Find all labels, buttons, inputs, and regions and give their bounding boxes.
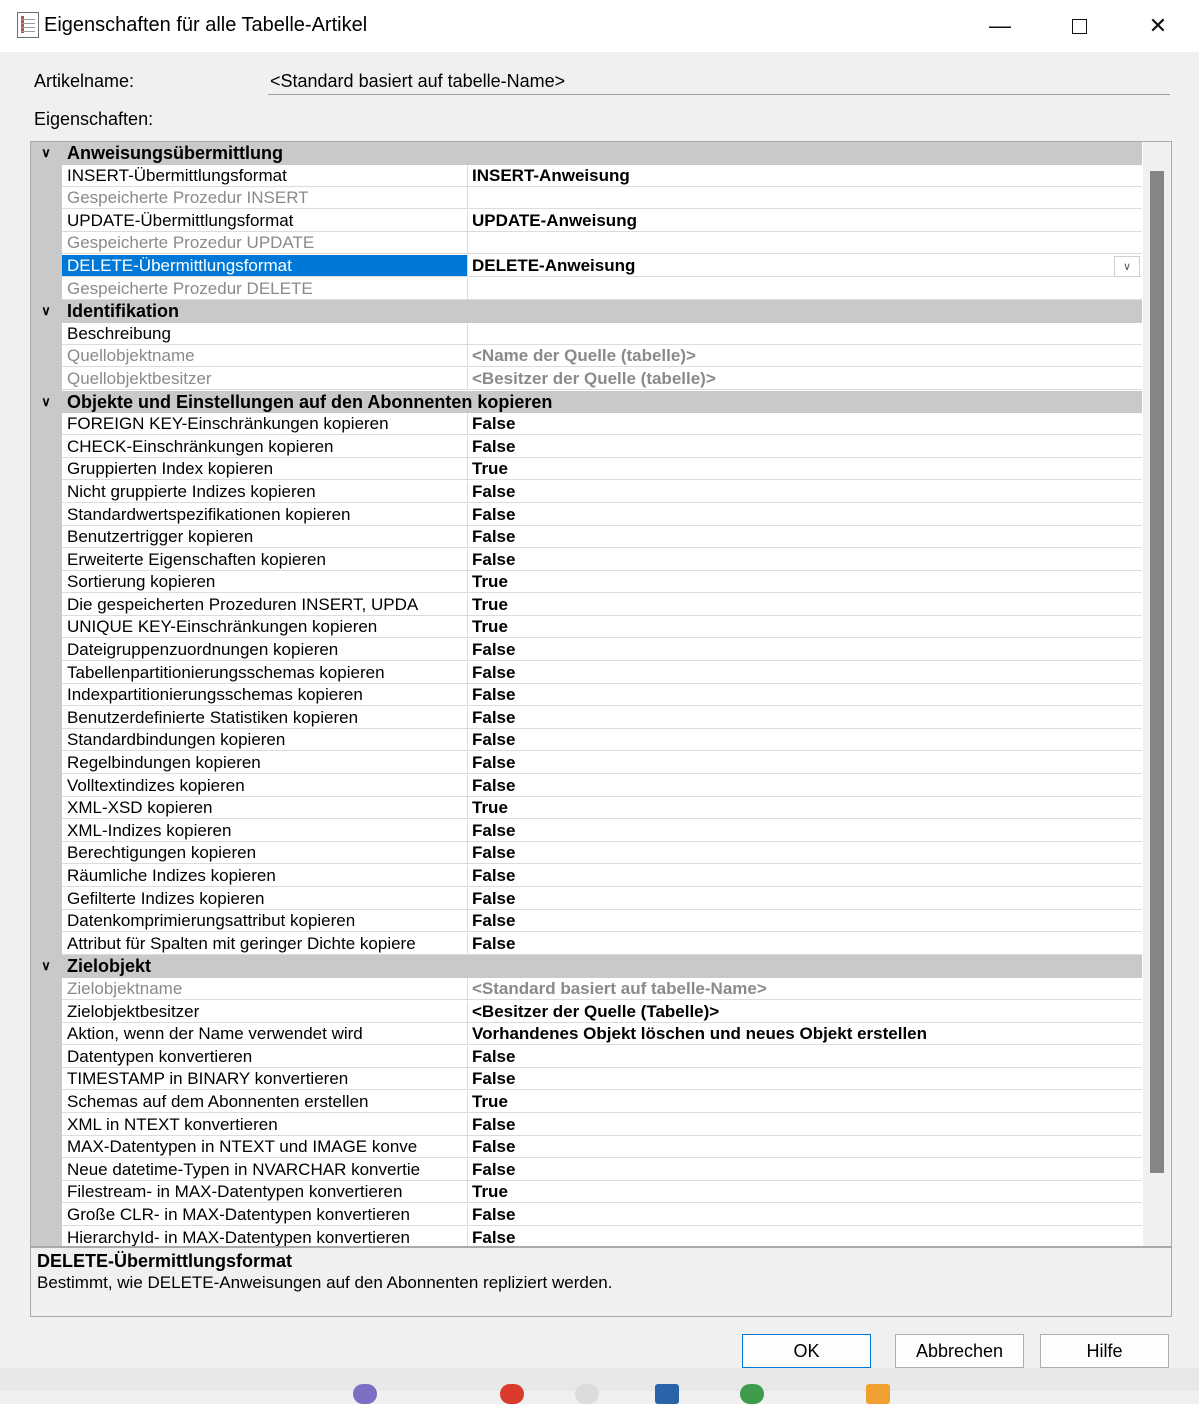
property-grid[interactable] — [30, 141, 1172, 1247]
property-value[interactable]: False — [468, 1204, 1142, 1226]
row-gutter — [31, 775, 62, 798]
row-gutter — [31, 639, 62, 662]
property-value[interactable] — [468, 278, 1142, 300]
property-value[interactable]: True — [468, 616, 1142, 638]
row-gutter — [31, 1023, 62, 1046]
property-value[interactable] — [468, 232, 1142, 254]
property-row[interactable] — [31, 1227, 1142, 1248]
property-value[interactable]: False — [468, 707, 1142, 729]
chevron-down-icon[interactable]: ∨ — [41, 145, 51, 160]
property-name[interactable]: Erweiterte Eigenschaften kopieren — [62, 549, 468, 571]
row-gutter — [31, 797, 62, 820]
property-row[interactable] — [31, 842, 1142, 865]
property-name[interactable]: TIMESTAMP in BINARY konvertieren — [62, 1068, 468, 1090]
article-name-label: Artikelname: — [34, 71, 135, 91]
row-gutter — [31, 865, 62, 888]
property-row[interactable] — [31, 549, 1142, 572]
taskbar-app-icon[interactable] — [655, 1384, 679, 1404]
category-row[interactable] — [31, 300, 1142, 323]
row-gutter — [31, 255, 62, 278]
row-gutter — [31, 323, 62, 346]
property-value[interactable]: DELETE-Anweisung — [468, 255, 1142, 277]
property-value[interactable]: True — [468, 1181, 1142, 1203]
property-value[interactable]: False — [468, 888, 1142, 910]
property-row[interactable] — [31, 278, 1142, 301]
taskbar — [0, 1368, 1199, 1391]
property-name[interactable]: Zielobjektname — [62, 978, 468, 1000]
window-title: Eigenschaften für alle Tabelle-Artikel — [44, 14, 368, 36]
property-value[interactable]: False — [468, 910, 1142, 932]
property-value[interactable]: <Besitzer der Quelle (Tabelle)> — [468, 1001, 1142, 1023]
row-gutter — [31, 707, 62, 730]
property-value[interactable]: True — [468, 1091, 1142, 1113]
taskbar-app-icon[interactable] — [740, 1384, 764, 1404]
property-value[interactable]: False — [468, 842, 1142, 864]
property-name[interactable]: Standardbindungen kopieren — [62, 729, 468, 751]
property-name[interactable]: Regelbindungen kopieren — [62, 752, 468, 774]
row-gutter — [31, 752, 62, 775]
row-gutter — [31, 1181, 62, 1204]
property-value[interactable]: False — [468, 775, 1142, 797]
row-gutter — [31, 910, 62, 933]
row-gutter — [31, 436, 62, 459]
property-value[interactable]: False — [468, 1068, 1142, 1090]
row-gutter — [31, 571, 62, 594]
property-name[interactable]: Berechtigungen kopieren — [62, 842, 468, 864]
property-row[interactable] — [31, 571, 1142, 594]
row-gutter — [31, 842, 62, 865]
cancel-button[interactable]: Abbrechen — [895, 1334, 1024, 1368]
property-name[interactable]: HierarchyId- in MAX-Datentypen konvertieren — [62, 1227, 468, 1248]
property-name[interactable]: Benutzertrigger kopieren — [62, 526, 468, 548]
category-row[interactable] — [31, 142, 1142, 165]
row-gutter — [31, 345, 62, 368]
property-name[interactable]: UPDATE-Übermittlungsformat — [62, 210, 468, 232]
row-gutter — [31, 1114, 62, 1137]
property-name[interactable]: XML in NTEXT konvertieren — [62, 1114, 468, 1136]
property-name[interactable]: Räumliche Indizes kopieren — [62, 865, 468, 887]
property-row[interactable] — [31, 255, 1142, 278]
row-gutter — [31, 1046, 62, 1069]
property-row[interactable] — [31, 481, 1142, 504]
property-value[interactable]: False — [468, 752, 1142, 774]
property-name[interactable]: XML-XSD kopieren — [62, 797, 468, 819]
property-row[interactable] — [31, 1068, 1142, 1091]
property-value[interactable]: False — [468, 1114, 1142, 1136]
property-value[interactable]: False — [468, 436, 1142, 458]
maximize-button[interactable] — [1041, 0, 1117, 52]
row-gutter — [31, 368, 62, 391]
description-title: DELETE-Übermittlungsformat — [37, 1251, 293, 1271]
property-value[interactable]: False — [468, 662, 1142, 684]
property-row[interactable] — [31, 345, 1142, 368]
property-row[interactable] — [31, 729, 1142, 752]
property-row[interactable] — [31, 616, 1142, 639]
property-row[interactable] — [31, 1181, 1142, 1204]
property-name[interactable]: Beschreibung — [62, 323, 468, 345]
property-value[interactable]: False — [468, 413, 1142, 435]
property-name[interactable]: Die gespeicherten Prozeduren INSERT, UPDA — [62, 594, 468, 616]
property-value[interactable]: False — [468, 1227, 1142, 1248]
property-row[interactable] — [31, 1204, 1142, 1227]
property-value[interactable]: False — [468, 481, 1142, 503]
row-gutter — [31, 187, 62, 210]
row-gutter — [31, 165, 62, 188]
property-value[interactable]: False — [468, 504, 1142, 526]
property-name[interactable]: DELETE-Übermittlungsformat — [62, 255, 468, 277]
chevron-down-icon[interactable]: ∨ — [41, 303, 51, 319]
property-row[interactable] — [31, 1023, 1142, 1046]
vertical-scrollbar[interactable] — [1143, 142, 1171, 1246]
property-row[interactable] — [31, 707, 1142, 730]
property-name[interactable]: Schemas auf dem Abonnenten erstellen — [62, 1091, 468, 1113]
property-row[interactable] — [31, 1091, 1142, 1114]
row-gutter — [31, 210, 62, 233]
property-row[interactable] — [31, 232, 1142, 255]
property-value[interactable]: False — [468, 865, 1142, 887]
row-gutter — [31, 684, 62, 707]
taskbar-app-icon[interactable] — [575, 1384, 599, 1404]
row-gutter — [31, 526, 62, 549]
maximize-icon — [1072, 19, 1087, 34]
taskbar-app-icon[interactable] — [353, 1384, 377, 1404]
property-name[interactable]: Sortierung kopieren — [62, 571, 468, 593]
row-gutter — [31, 1159, 62, 1182]
property-row[interactable] — [31, 775, 1142, 798]
property-value[interactable]: False — [468, 549, 1142, 571]
property-row[interactable] — [31, 933, 1142, 956]
property-value[interactable] — [468, 187, 1142, 209]
property-row[interactable] — [31, 1136, 1142, 1159]
property-value[interactable]: False — [468, 526, 1142, 548]
row-gutter — [31, 616, 62, 639]
property-name[interactable]: Quellobjektname — [62, 345, 468, 367]
properties-label: Eigenschaften: — [34, 109, 154, 129]
property-name[interactable]: INSERT-Übermittlungsformat — [62, 165, 468, 187]
property-name[interactable]: Gespeicherte Prozedur INSERT — [62, 187, 468, 209]
property-row[interactable] — [31, 1001, 1142, 1024]
row-gutter — [31, 1001, 62, 1024]
property-name[interactable]: Zielobjektbesitzer — [62, 1001, 468, 1023]
property-row[interactable] — [31, 1114, 1142, 1137]
property-row[interactable] — [31, 978, 1142, 1001]
property-row[interactable] — [31, 323, 1142, 346]
property-value[interactable]: False — [468, 1136, 1142, 1158]
property-name[interactable]: Nicht gruppierte Indizes kopieren — [62, 481, 468, 503]
property-name[interactable]: Benutzerdefinierte Statistiken kopieren — [62, 707, 468, 729]
property-name[interactable]: Attribut für Spalten mit geringer Dichte kopiere — [62, 933, 468, 955]
property-name[interactable]: Gespeicherte Prozedur UPDATE — [62, 232, 468, 254]
property-name[interactable]: Dateigruppenzuordnungen kopieren — [62, 639, 468, 661]
property-name[interactable]: UNIQUE KEY-Einschränkungen kopieren — [62, 616, 468, 638]
row-gutter — [31, 594, 62, 617]
chevron-down-icon[interactable]: ∨ — [41, 393, 51, 409]
property-value[interactable]: False — [468, 684, 1142, 706]
property-row[interactable] — [31, 210, 1142, 233]
property-name[interactable]: Tabellenpartitionierungsschemas kopieren — [62, 662, 468, 684]
property-value[interactable]: True — [468, 797, 1142, 819]
taskbar-app-icon[interactable] — [500, 1384, 524, 1404]
property-value[interactable]: <Name der Quelle (tabelle)> — [468, 345, 1142, 367]
property-row[interactable] — [31, 639, 1142, 662]
row-gutter — [31, 888, 62, 911]
row-gutter — [31, 1091, 62, 1114]
property-row[interactable] — [31, 684, 1142, 707]
close-button[interactable] — [1120, 0, 1196, 52]
property-value[interactable]: INSERT-Anweisung — [468, 165, 1142, 187]
property-name[interactable]: Datentypen konvertieren — [62, 1046, 468, 1068]
scrollbar-thumb[interactable] — [1150, 171, 1164, 1173]
row-gutter — [31, 232, 62, 255]
row-gutter — [31, 978, 62, 1001]
minimize-button[interactable] — [962, 0, 1038, 52]
row-gutter — [31, 413, 62, 436]
row-gutter — [31, 458, 62, 481]
row-gutter — [31, 1227, 62, 1248]
row-gutter — [31, 1136, 62, 1159]
row-gutter — [31, 662, 62, 685]
taskbar-app-icon[interactable] — [866, 1384, 890, 1404]
property-row[interactable] — [31, 797, 1142, 820]
property-value[interactable]: False — [468, 729, 1142, 751]
property-row[interactable] — [31, 413, 1142, 436]
property-name[interactable]: Standardwertspezifikationen kopieren — [62, 504, 468, 526]
property-row[interactable] — [31, 504, 1142, 527]
property-value[interactable]: True — [468, 458, 1142, 480]
row-gutter — [31, 504, 62, 527]
chevron-down-icon: ∨ — [1122, 260, 1132, 273]
property-name[interactable]: FOREIGN KEY-Einschränkungen kopieren — [62, 413, 468, 435]
property-value[interactable]: True — [468, 594, 1142, 616]
property-name[interactable]: MAX-Datentypen in NTEXT und IMAGE konve — [62, 1136, 468, 1158]
property-value[interactable]: True — [468, 571, 1142, 593]
property-name[interactable]: Neue datetime-Typen in NVARCHAR konvertie — [62, 1159, 468, 1181]
property-value[interactable]: <Besitzer der Quelle (tabelle)> — [468, 368, 1142, 390]
property-name[interactable]: Aktion, wenn der Name verwendet wird — [62, 1023, 468, 1045]
description-text: Bestimmt, wie DELETE-Anweisungen auf den Abonnenten repliziert werden. — [37, 1273, 613, 1292]
row-gutter — [31, 549, 62, 572]
description-panel — [30, 1247, 1172, 1317]
row-gutter — [31, 1204, 62, 1227]
dropdown-button[interactable] — [1114, 256, 1140, 277]
row-gutter — [31, 481, 62, 504]
article-name-field[interactable]: <Standard basiert auf tabelle-Name> — [268, 68, 1170, 95]
minimize-icon: — — [989, 13, 1011, 38]
property-value[interactable]: Vorhandenes Objekt löschen und neues Objekt erstellen — [468, 1023, 1142, 1045]
property-row[interactable] — [31, 526, 1142, 549]
property-value[interactable]: UPDATE-Anweisung — [468, 210, 1142, 232]
row-gutter — [31, 933, 62, 956]
category-label: Identifikation — [67, 301, 179, 322]
property-name[interactable]: CHECK-Einschränkungen kopieren — [62, 436, 468, 458]
property-name[interactable]: Datenkomprimierungsattribut kopieren — [62, 910, 468, 932]
property-row[interactable] — [31, 165, 1142, 188]
row-gutter — [31, 820, 62, 843]
property-row[interactable] — [31, 865, 1142, 888]
row-gutter — [31, 1068, 62, 1091]
property-value[interactable]: False — [468, 933, 1142, 955]
property-name[interactable]: Indexpartitionierungsschemas kopieren — [62, 684, 468, 706]
title-bar — [0, 0, 1199, 52]
property-row[interactable] — [31, 820, 1142, 843]
property-name[interactable]: Gespeicherte Prozedur DELETE — [62, 278, 468, 300]
property-row[interactable] — [31, 436, 1142, 459]
category-label: Anweisungsübermittlung — [67, 143, 283, 163]
property-row[interactable] — [31, 752, 1142, 775]
property-row[interactable] — [31, 910, 1142, 933]
category-row[interactable] — [31, 955, 1142, 978]
category-label: Objekte und Einstellungen auf den Abonnenten kopieren — [67, 391, 553, 412]
property-name[interactable]: XML-Indizes kopieren — [62, 820, 468, 842]
property-row[interactable] — [31, 458, 1142, 481]
category-label: Zielobjekt — [67, 956, 152, 977]
property-name[interactable]: Quellobjektbesitzer — [62, 368, 468, 390]
row-gutter — [31, 729, 62, 752]
property-value[interactable] — [468, 323, 1142, 345]
property-name[interactable]: Volltextindizes kopieren — [62, 775, 468, 797]
property-row[interactable] — [31, 1159, 1142, 1182]
property-name[interactable]: Große CLR- in MAX-Datentypen konvertieren — [62, 1204, 468, 1226]
chevron-down-icon[interactable]: ∨ — [41, 958, 51, 974]
property-row[interactable] — [31, 888, 1142, 911]
property-row[interactable] — [31, 594, 1142, 617]
ok-button[interactable]: OK — [742, 1334, 871, 1368]
property-value[interactable]: False — [468, 820, 1142, 842]
property-row[interactable] — [31, 662, 1142, 685]
property-name[interactable]: Gefilterte Indizes kopieren — [62, 888, 468, 910]
property-value[interactable]: <Standard basiert auf tabelle-Name> — [468, 978, 1142, 1000]
category-row[interactable] — [31, 391, 1142, 414]
close-icon: ✕ — [1148, 13, 1168, 38]
property-row[interactable] — [31, 1046, 1142, 1069]
help-button[interactable]: Hilfe — [1040, 1334, 1169, 1368]
property-rows — [31, 142, 1142, 1247]
property-row[interactable] — [31, 187, 1142, 210]
row-gutter — [31, 278, 62, 301]
property-row[interactable] — [31, 368, 1142, 391]
property-value[interactable]: False — [468, 639, 1142, 661]
property-name[interactable]: Gruppierten Index kopieren — [62, 458, 468, 480]
property-value[interactable]: False — [468, 1046, 1142, 1068]
table-icon — [17, 12, 39, 38]
property-name[interactable]: Filestream- in MAX-Datentypen konvertieren — [62, 1181, 468, 1203]
property-value[interactable]: False — [468, 1159, 1142, 1181]
